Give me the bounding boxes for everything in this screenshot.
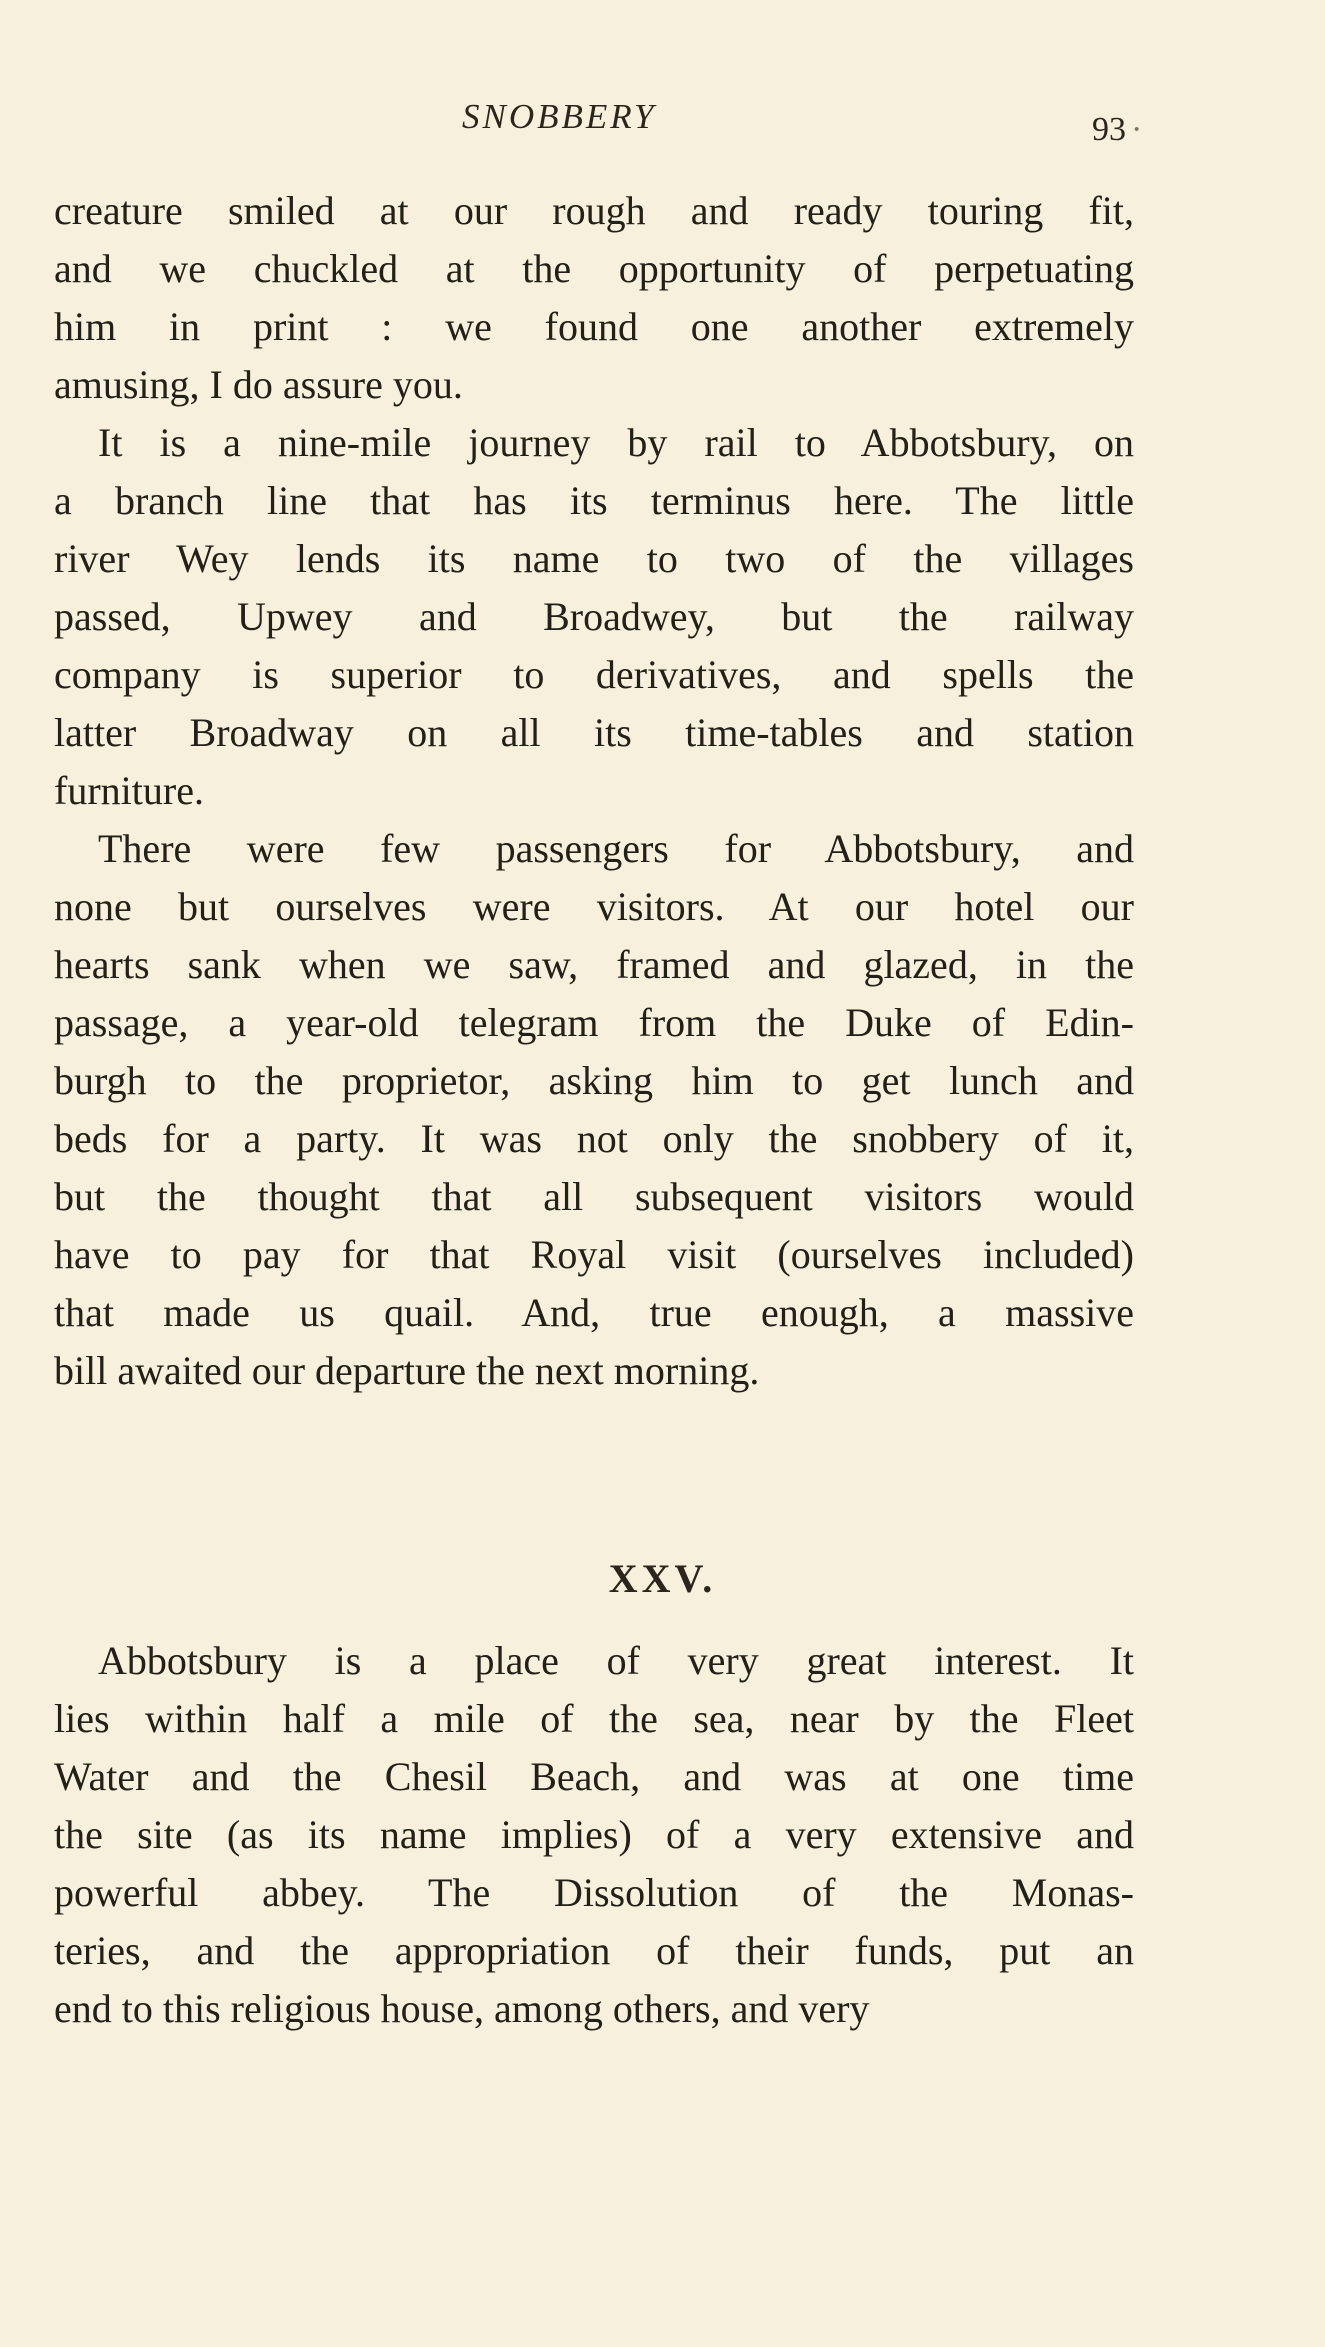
text-line: Abbotsbury is a place of very great interest. It: [98, 1638, 1134, 1683]
text-line: creature smiled at our rough and ready touring fit,: [54, 188, 1134, 233]
page-number: 93 ·: [1092, 111, 1142, 149]
text-line: burgh to the proprietor, asking him to get lunch and: [54, 1058, 1134, 1103]
text-line: Water and the Chesil Beach, and was at one time: [54, 1754, 1134, 1799]
text-line: powerful abbey. The Dissolution of the Monas-: [54, 1870, 1134, 1915]
text-line: end to this religious house, among others, and very: [54, 1986, 870, 2031]
text-line: lies within half a mile of the sea, near by the Fleet: [54, 1696, 1134, 1741]
paragraph-abbotsbury-journey: [54, 414, 1134, 820]
text-line: have to pay for that Royal visit (ourselves included): [54, 1232, 1134, 1277]
text-line: latter Broadway on all its time-tables and station: [54, 710, 1134, 755]
text-line: that made us quail. And, true enough, a massive: [54, 1290, 1134, 1335]
running-head: [0, 97, 1325, 147]
text-line: bill awaited our departure the next morning.: [54, 1348, 760, 1393]
chapter-heading: XXV.: [608, 1556, 717, 1602]
paragraph-continuation: [54, 182, 1134, 414]
text-line: a branch line that has its terminus here. The little: [54, 478, 1134, 523]
text-line: but the thought that all subsequent visitors would: [54, 1174, 1134, 1219]
text-line: beds for a party. It was not only the snobbery of it,: [54, 1116, 1134, 1161]
text-line: teries, and the appropriation of their funds, put an: [54, 1928, 1134, 1973]
text-line: furniture.: [54, 768, 204, 813]
text-line: hearts sank when we saw, framed and glazed, in the: [54, 942, 1134, 987]
paragraph-hotel-visit: [54, 820, 1134, 1400]
text-line: There were few passengers for Abbotsbury, and: [98, 826, 1134, 871]
paragraph-abbotsbury-history: [54, 1632, 1134, 2038]
text-line: him in print : we found one another extremely: [54, 304, 1134, 349]
text-line: passage, a year-old telegram from the Duke of Edin-: [54, 1000, 1134, 1045]
text-line: river Wey lends its name to two of the villages: [54, 536, 1134, 581]
text-line: company is superior to derivatives, and spells the: [54, 652, 1134, 697]
text-line: the site (as its name implies) of a very extensive and: [54, 1812, 1134, 1857]
text-line: passed, Upwey and Broadwey, but the railway: [54, 594, 1134, 639]
text-line: It is a nine-mile journey by rail to Abbotsbury, on: [98, 420, 1134, 465]
running-title: SNOBBERY: [462, 97, 657, 136]
text-line: none but ourselves were visitors. At our hotel our: [54, 884, 1134, 929]
text-line: amusing, I do assure you.: [54, 362, 463, 407]
text-line: and we chuckled at the opportunity of perpetuating: [54, 246, 1134, 291]
